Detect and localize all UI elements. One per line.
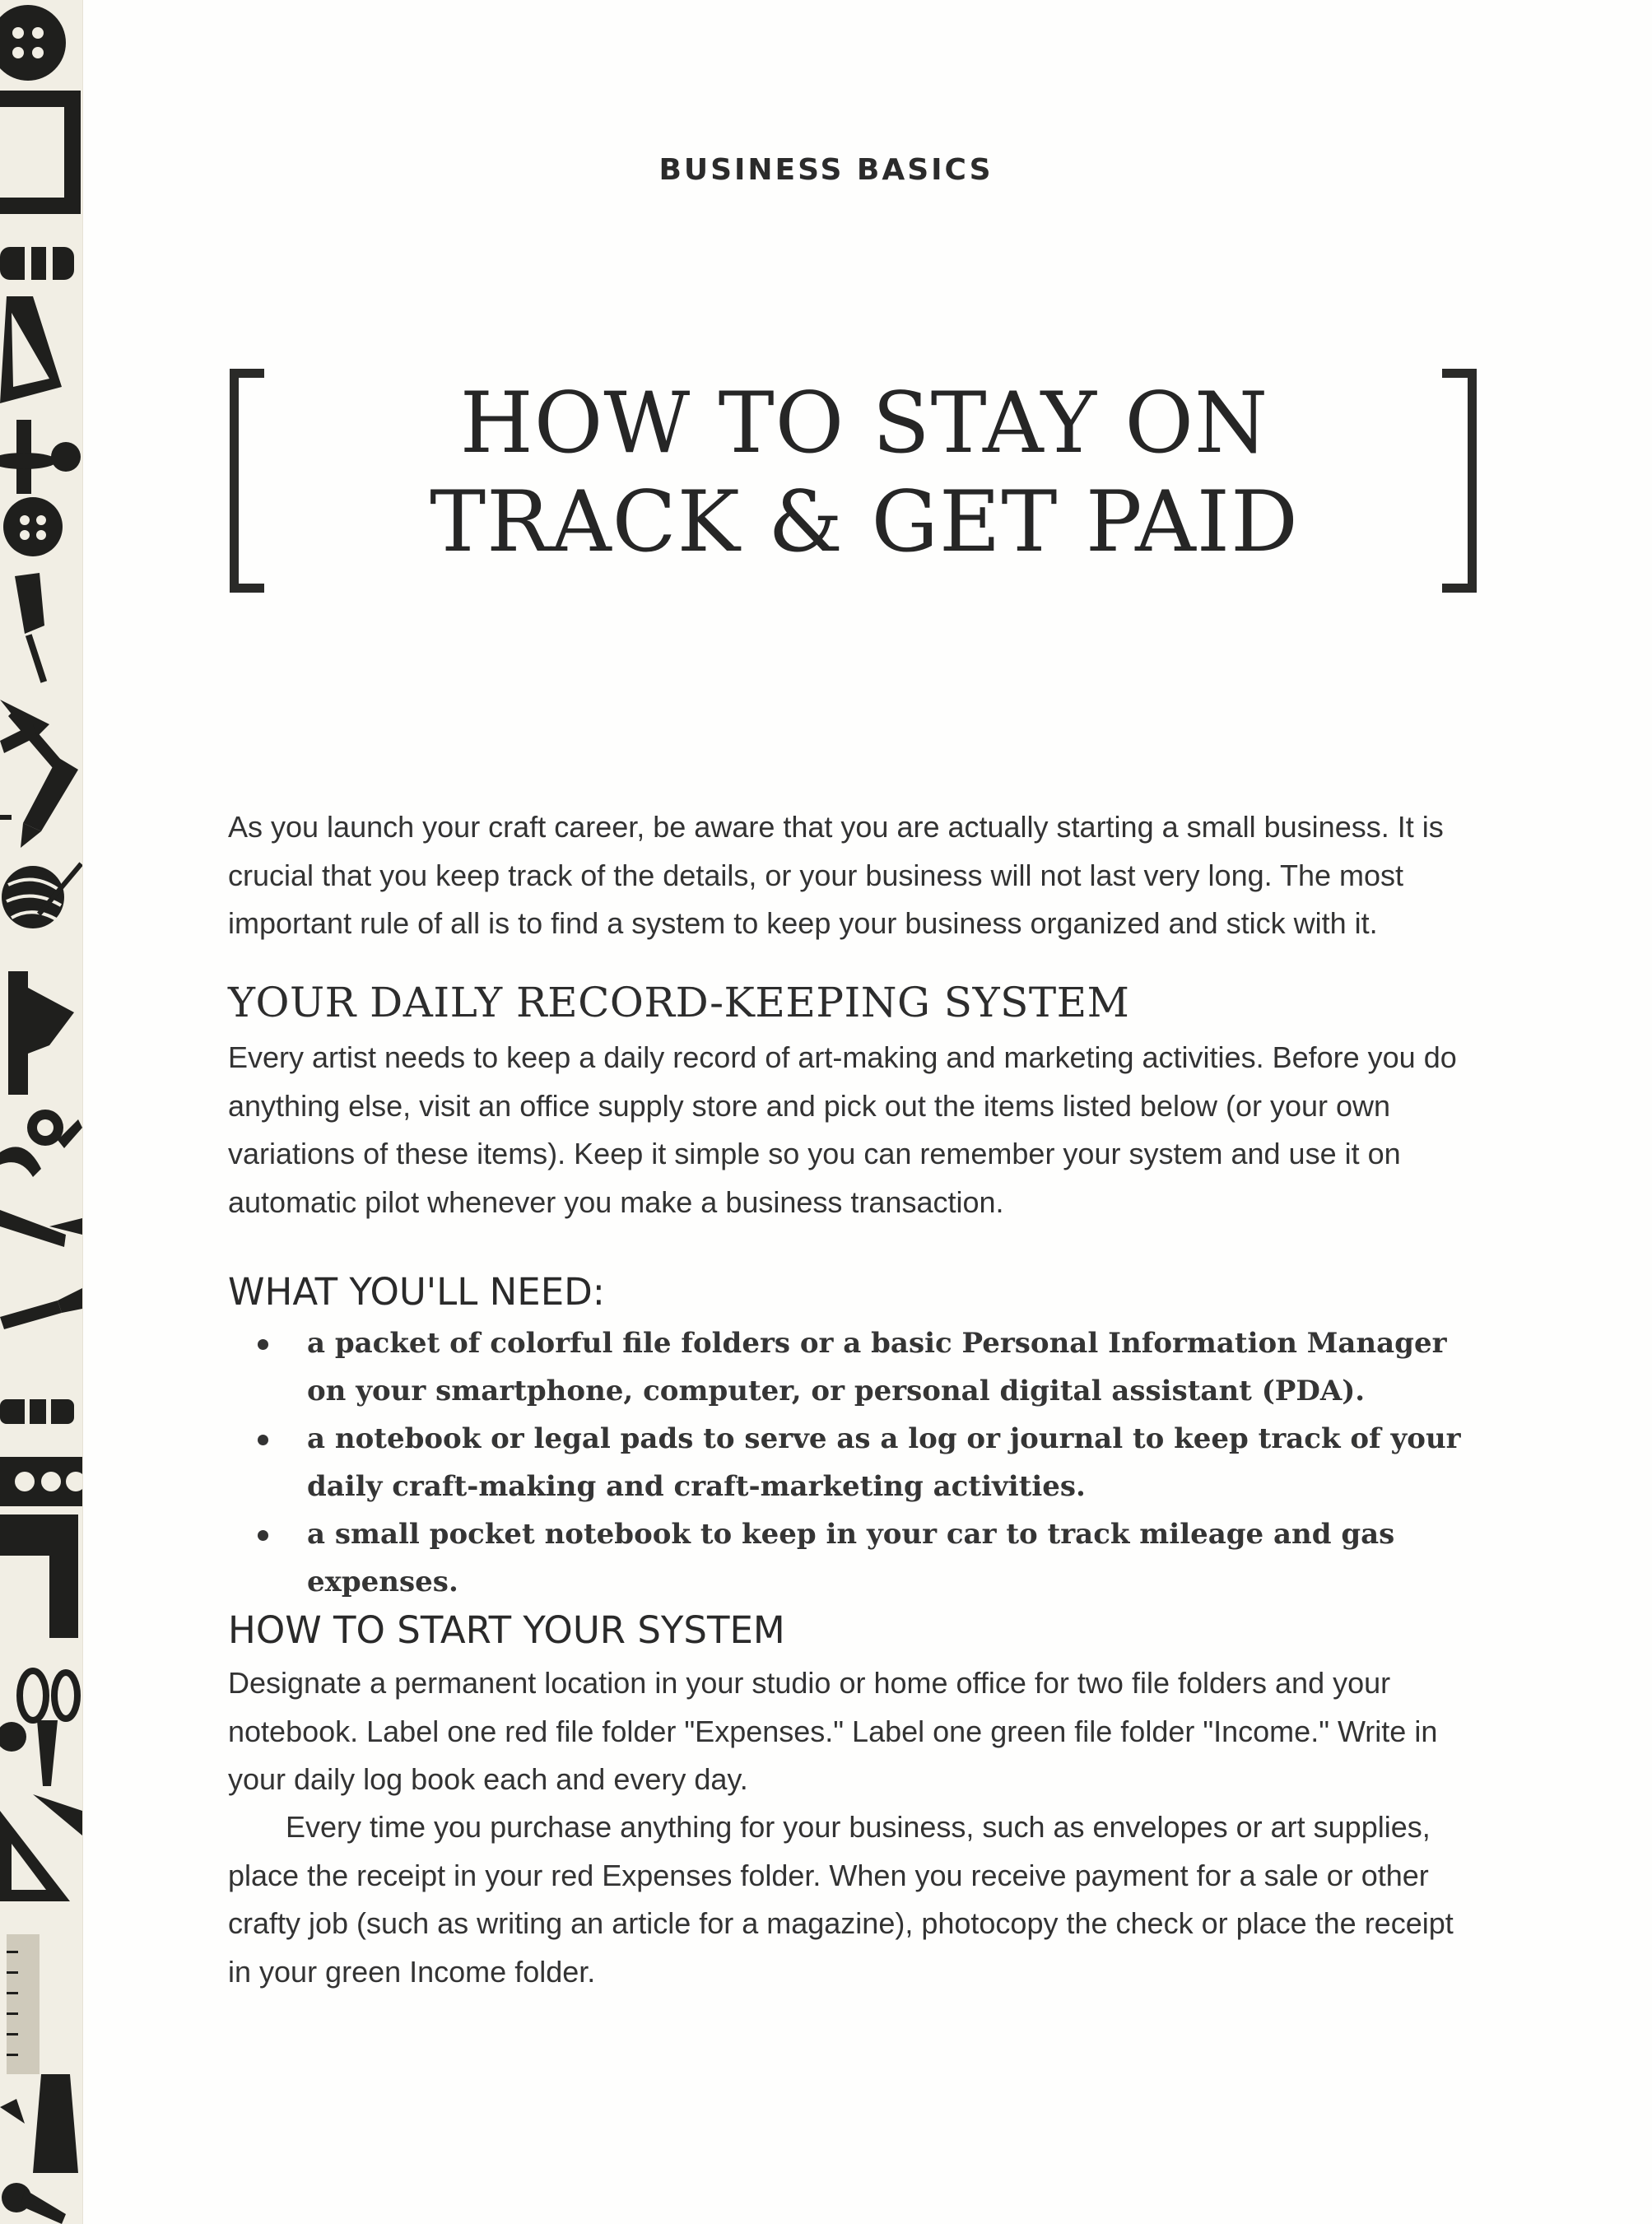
easel-icon [0,296,62,403]
needs-list [251,1319,1477,1606]
pliers-icon [0,1110,82,1177]
title-line-1: HOW TO STAY ON [459,375,1269,472]
start-system-paragraph-1: Designate a permanent location in your studio or home office for two file folders and your notebook. Label one red file folder "Expenses." Label one green file folder "Income." Write in your daily log book each and every day. [228,1666,1438,1796]
sewing-machine-icon [0,1514,78,1638]
pencil-icon [0,757,78,848]
record-keeping-paragraph: Every artist needs to keep a daily record of art-making and marketing activities. Before you do anything else, visit an office supply store and pick out the items listed below (or your own variations of these items). Keep it simple so you can remember your system and use it on automatic pilot whenever you make a business transaction. [228,1040,1457,1219]
button-icon [3,497,63,556]
decorative-tool-strip [0,0,83,2224]
tool-silhouettes [0,0,82,2224]
spool-icon [0,1457,82,1506]
title-line-2: TRACK & GET PAID [430,473,1299,571]
saw-icon [0,2074,78,2173]
start-system-paragraph-2 [228,1803,1476,1996]
list-item: a notebook or legal pads to serve as a log or journal to keep track of your daily craft-making and craft-marketing activities. [251,1415,1477,1510]
left-bracket-decoration [230,369,264,593]
brush-icon [0,1288,82,1329]
pin-icon [0,420,81,494]
triangle-ruler-icon [0,1794,82,1901]
frame-icon [0,91,81,214]
list-item: a small pocket notebook to keep in your car to track mileage and gas expenses. [251,1510,1477,1606]
cutter-icon [0,1210,82,1247]
saw-icon [8,971,74,1095]
wrench-icon [2,2183,66,2224]
section-eyebrow: BUSINESS BASICS [658,153,994,187]
button-icon [0,5,66,81]
screwdriver-icon [15,573,47,683]
yarn-ball-icon [2,862,82,928]
needs-heading: WHAT YOU'LL NEED: [228,1270,605,1314]
knife-icon [0,1396,74,1427]
spool-icon [0,244,74,283]
page-title [313,375,1416,572]
intro-paragraph: As you launch your craft career, be aware that you are actually starting a small business. It is crucial that you keep track of the details, or your business will not last very long. The most important rule of all is to find a system to keep your business organized and stick with it. [228,810,1444,940]
right-bracket-decoration [1442,369,1477,593]
paragraph-text: Every time you purchase anything for your business, such as envelopes or art supplies, place the receipt in your red Expenses folder. When you receive payment for a sale or other crafty job (such as writing an article for a magazine), photocopy the check or place the receipt in your green Income folder. [228,1810,1454,1989]
section-heading-record-keeping: YOUR DAILY RECORD-KEEPING SYSTEM [228,979,1130,1026]
tape-measure-icon [7,1934,40,2074]
list-item: a packet of colorful file folders or a basic Personal Information Manager on your smartphone, computer, or personal digital assistant (PDA). [251,1319,1477,1415]
scissors-icon [0,1671,77,1786]
section-heading-start-system: HOW TO START YOUR SYSTEM [228,1608,785,1652]
